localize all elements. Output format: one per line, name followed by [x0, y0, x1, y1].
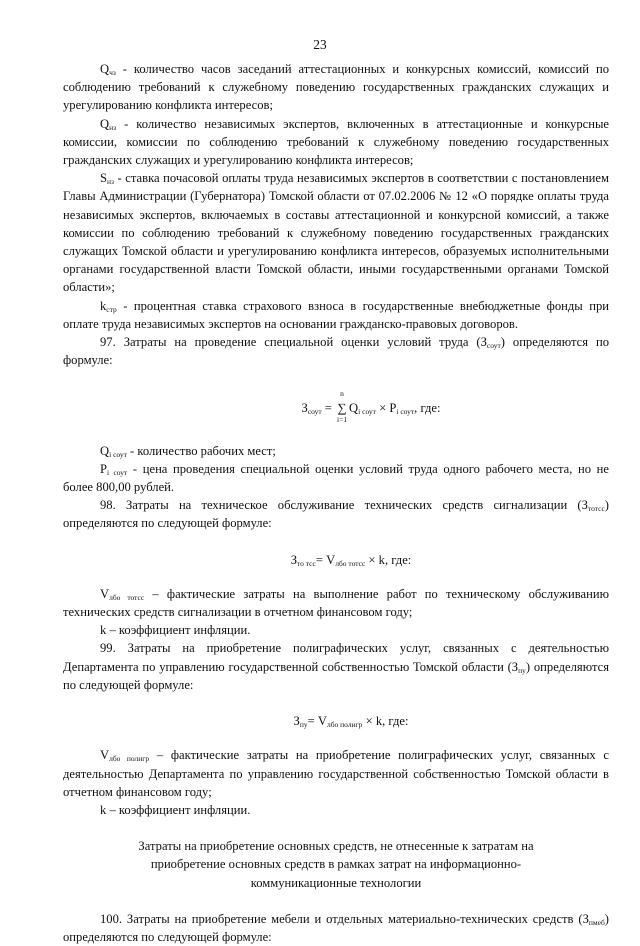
clause-97	[63, 333, 609, 369]
document-body	[63, 60, 609, 946]
sum-operator	[335, 389, 349, 425]
subscript: i соут	[358, 407, 376, 417]
subscript: пу	[518, 665, 526, 675]
subscript: соут	[486, 341, 501, 351]
clause-98	[63, 496, 609, 532]
sum-sign: ∑	[337, 401, 347, 416]
definition-q-chz	[63, 60, 609, 115]
sum-upper-limit: n	[340, 389, 344, 399]
formula-tail: × k, где:	[362, 714, 409, 729]
subscript: стр	[106, 304, 117, 314]
clause-99	[63, 639, 609, 694]
definition-s-nz	[63, 169, 609, 296]
formula-tail: , где:	[414, 401, 441, 416]
formula-operator: =	[307, 714, 318, 729]
clause-text: 98. Затраты на техническое обслуживание технических средств сигнализации (З	[100, 498, 588, 513]
clause-text: ) определяются по следующей формуле:	[63, 911, 609, 944]
definition-text: - количество часов заседаний аттестационных и конкурсных комиссий, комиссий по соблюдению требований к служебному поведению государственных гражданских служащих и урегулированию конфликта интересов;	[63, 62, 609, 113]
definition-pi	[63, 460, 609, 496]
symbol: k	[100, 298, 107, 313]
formula-symbol: P	[389, 401, 397, 416]
subscript: i соут	[396, 407, 415, 417]
subscript: нз	[109, 122, 117, 132]
definition-k98: k – коэффициент инфляции.	[100, 623, 251, 638]
definition-k99: k – коэффициент инфляции.	[100, 802, 251, 817]
formula-operator: =	[321, 401, 336, 416]
definition-qi	[63, 442, 609, 460]
symbol: Q	[100, 62, 110, 76]
formula-symbol: Q	[349, 401, 359, 416]
clause-100	[63, 910, 609, 946]
clause-text: 99. Затраты на приобретение полиграфических услуг, связанных с деятельностью Департамента по управлению государственной собственностью Томской области (З	[63, 641, 609, 674]
formula-symbol: З	[290, 552, 297, 567]
subscript: тотсс	[587, 504, 605, 514]
definition-text: – фактические затраты на приобретение полиграфических услуг, связанных с деятельностью Департамента по управлению государственной собственностью Томской области в отчетном финансовом году;	[63, 748, 609, 799]
symbol: Q	[100, 443, 110, 458]
formula-operator: =	[315, 552, 327, 567]
subscript: i соут	[109, 449, 127, 459]
subscript: лбо полигр	[109, 754, 150, 764]
definition-text: - процентная ставка страхового взноса в государственные внебюджетные фонды при оплате труда независимых экспертов на основании гражданско-правовых договоров.	[63, 298, 609, 331]
definition-text: - количество рабочих мест;	[126, 443, 276, 458]
definition-text: - цена проведения специальной оценки условий труда одного рабочего места, но не более 800,00 рублей.	[63, 461, 609, 495]
formula-symbol: З	[293, 714, 300, 729]
page-number: 23	[313, 37, 327, 52]
subscript: соут	[307, 407, 322, 417]
formula-tail: × k, где:	[365, 552, 412, 567]
definition-q-nz	[63, 115, 609, 170]
sum-lower-limit: i=1	[337, 415, 348, 425]
definition-v98	[63, 585, 609, 621]
subscript: лбо тотсс	[109, 592, 145, 602]
formula-symbol: V	[326, 552, 336, 567]
symbol: P	[100, 461, 108, 476]
formula-99	[63, 712, 609, 730]
symbol: Q	[100, 116, 110, 131]
subscript: чз	[109, 68, 116, 77]
formula-97	[63, 389, 609, 425]
clause-text: 100. Затраты на приобретение мебели и отдельных материально-технических средств (З	[100, 911, 589, 926]
clause-text: ) определяются по формуле:	[63, 335, 609, 368]
subscript: нз	[107, 177, 114, 187]
subscript: лбо полигр	[326, 720, 363, 730]
symbol: S	[100, 171, 108, 186]
definition-text: – фактические затраты на выполнение работ по техническому обслуживанию технических средств сигнализации в отчетном финансовом году;	[63, 586, 609, 620]
clause-text: ) определяются по следующей формуле:	[63, 659, 609, 692]
formula-symbol: V	[317, 714, 327, 729]
subscript: i соут	[107, 467, 128, 477]
formula-operator: ×	[375, 401, 390, 416]
subscript: пу	[299, 720, 308, 730]
subscript: лбо тотсс	[335, 558, 366, 568]
formula-symbol: З	[301, 401, 308, 416]
section-heading: Затраты на приобретение основных средств, не отнесенные к затратам на приобретение основных средств в рамках затрат на информационно-коммуникационные технологии	[138, 839, 534, 890]
definition-v99	[63, 746, 609, 801]
subscript: то тсс	[297, 558, 316, 568]
definition-text: - количество независимых экспертов, включенных в аттестационные и конкурсные комиссии, комиссии по соблюдению требований к служебному поведению государственных гражданских служащих и урегулированию конфликта интересов;	[63, 116, 609, 168]
definition-k-str	[63, 297, 609, 333]
subscript: пмеб	[588, 917, 605, 927]
formula-98	[63, 551, 609, 569]
clause-text: 97. Затраты на проведение специальной оценки условий труда (З	[100, 335, 487, 350]
definition-text: - ставка почасовой оплаты труда независимых экспертов в соответствии с постановлением Главы Администрации (Губернатора) Томской области от 07.02.2006 № 12 «О порядке оплаты труда независимых экспертов, включаемых в составы аттестационной и конкурсной комиссий, а также комиссии по соблюдению требований к служебному поведению государственных гражданских служащих Томской области и урегулированию конфликта интересов, образуемых исполнительными органами государственной власти Томской области, иными государственными органами Томской области»;	[63, 171, 609, 295]
clause-text: ) определяются по следующей формуле:	[63, 498, 609, 531]
symbol: V	[100, 586, 110, 601]
symbol: V	[100, 748, 110, 763]
